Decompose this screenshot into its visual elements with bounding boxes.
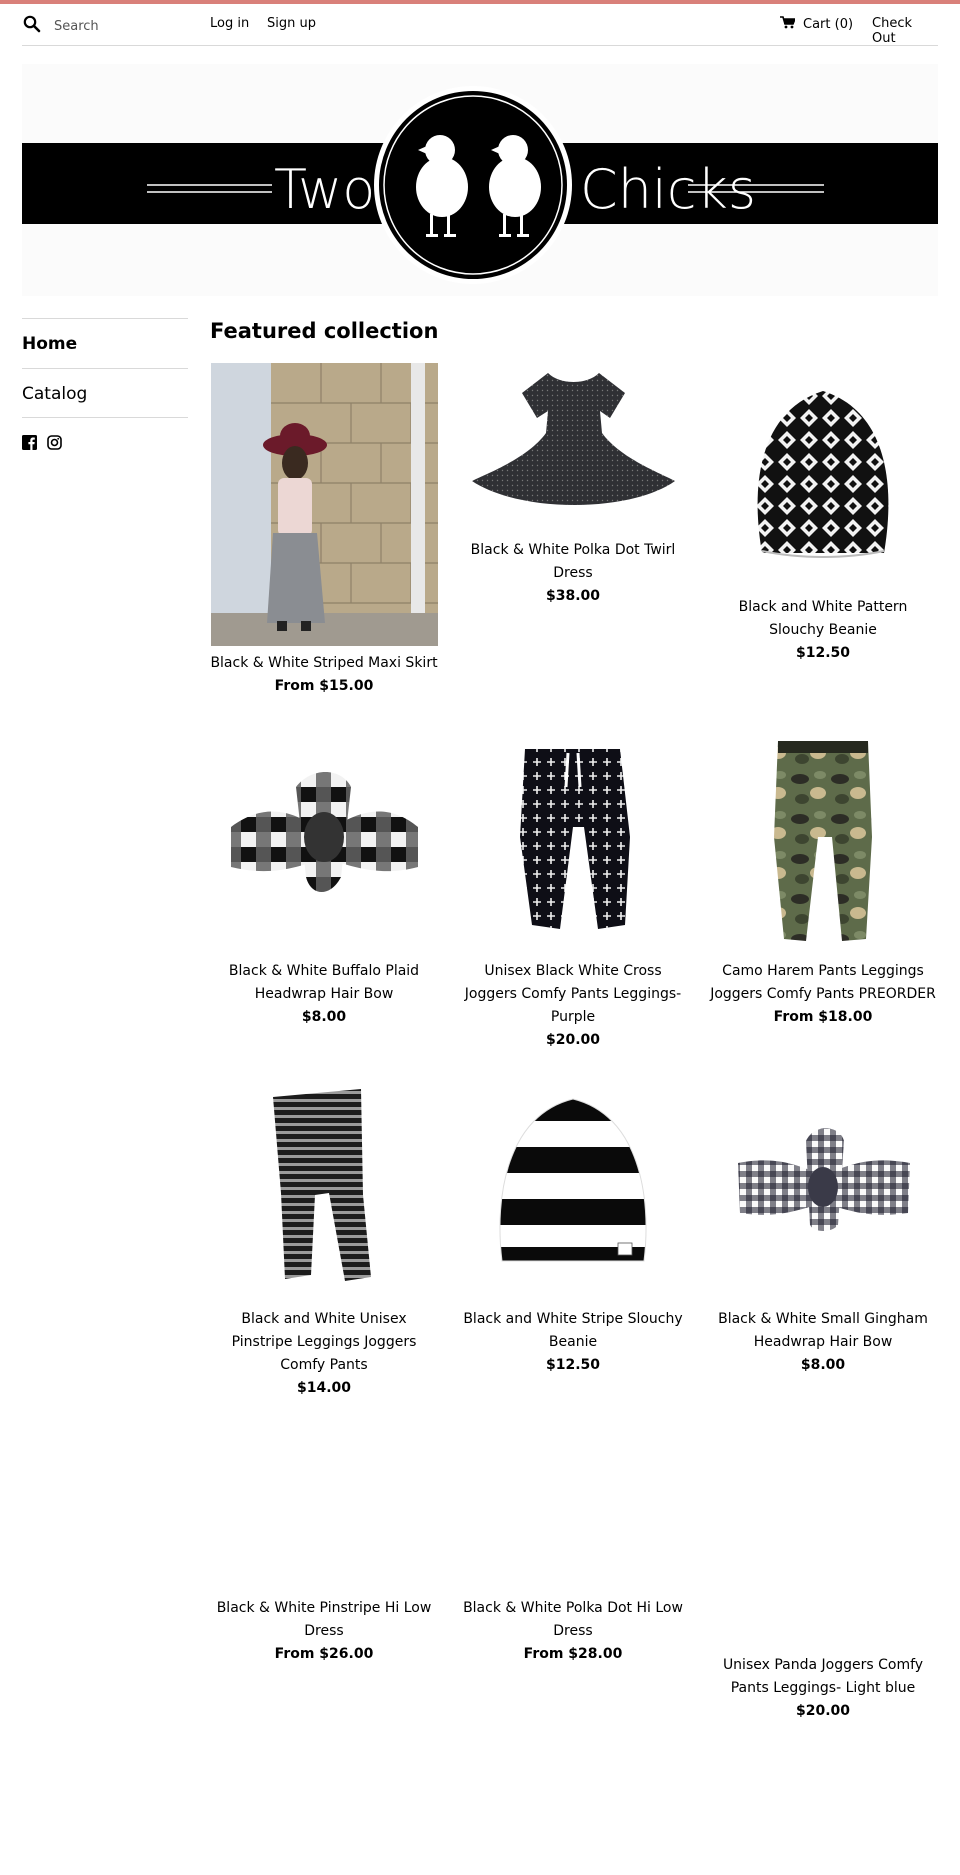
product-price: $20.00 [795, 1703, 851, 1719]
product-card[interactable] [709, 727, 937, 1029]
product-name: Black and White Pattern Slouchy Beanie [738, 599, 908, 638]
product-price: $20.00 [545, 1032, 601, 1048]
social-links [22, 435, 188, 450]
product-name: Black & White Small Gingham Headwrap Hair Bow [718, 1311, 928, 1350]
product-price: $8.00 [800, 1357, 846, 1373]
leggings-stripe-image [211, 1075, 438, 1302]
joggers-cross-image [460, 727, 687, 954]
instagram-icon[interactable] [47, 435, 62, 450]
product-name: Black and White Unisex Pinstripe Leggings Joggers Comfy Pants [231, 1311, 417, 1373]
product-card[interactable] [709, 1648, 937, 1723]
product-price: $14.00 [296, 1380, 352, 1396]
camo-pants-image [710, 727, 937, 954]
product-price: From $18.00 [773, 1009, 873, 1025]
product-price: $8.00 [301, 1009, 347, 1025]
product-card[interactable] [210, 1075, 438, 1400]
product-name: Black & White Buffalo Plaid Headwrap Hair Bow [228, 963, 420, 1002]
logo-word-left: Two [274, 158, 376, 221]
product-card[interactable] [210, 363, 438, 698]
sidebar-item-home[interactable]: Home [22, 318, 188, 368]
store-logo[interactable] [22, 64, 938, 296]
dress-image [460, 363, 687, 533]
search-input[interactable] [54, 19, 194, 34]
product-name: Black & White Polka Dot Hi Low Dress [463, 1600, 683, 1639]
skirt-photo-image [211, 363, 438, 646]
search-icon[interactable] [22, 14, 42, 38]
product-price: From $15.00 [274, 678, 374, 694]
product-price: $12.50 [795, 645, 851, 661]
product-card[interactable] [210, 727, 438, 1029]
checkout-link[interactable]: Check Out [872, 16, 912, 46]
product-card[interactable] [459, 363, 687, 608]
signup-link[interactable]: Sign up [267, 16, 316, 31]
beanie-stripe-image [460, 1075, 687, 1302]
product-card[interactable] [459, 1591, 687, 1666]
product-card[interactable] [709, 363, 937, 665]
product-name: Unisex Black White Cross Joggers Comfy Pants Leggings- Purple [464, 963, 682, 1025]
logo-emblem [22, 64, 938, 296]
product-price: $12.50 [545, 1357, 601, 1373]
facebook-icon[interactable] [22, 435, 37, 450]
product-name: Black & White Striped Maxi Skirt [210, 655, 438, 671]
product-name: Camo Harem Pants Leggings Joggers Comfy Pants PREORDER [710, 963, 936, 1002]
product-price: From $28.00 [523, 1646, 623, 1662]
product-name: Unisex Panda Joggers Comfy Pants Leggings- Light blue [722, 1657, 924, 1696]
section-title: Featured collection [210, 319, 439, 343]
cart-link[interactable] [780, 16, 853, 33]
beanie-pattern-image [710, 363, 937, 590]
product-price: $38.00 [545, 588, 601, 604]
top-bar [22, 4, 938, 46]
headwrap-plaid-image [211, 727, 438, 954]
product-name: Black & White Polka Dot Twirl Dress [470, 542, 676, 581]
product-name: Black & White Pinstripe Hi Low Dress [216, 1600, 432, 1639]
product-price: From $26.00 [274, 1646, 374, 1662]
cart-label: Cart (0) [803, 17, 854, 32]
logo-word-right: Chicks [580, 158, 757, 221]
sidebar-item-catalog[interactable]: Catalog [22, 368, 188, 418]
product-card[interactable] [459, 1075, 687, 1377]
product-name: Black and White Stripe Slouchy Beanie [463, 1311, 683, 1350]
product-card[interactable] [210, 1591, 438, 1666]
search-form [22, 14, 194, 38]
product-card[interactable] [459, 727, 687, 1052]
product-card[interactable] [709, 1075, 937, 1377]
login-link[interactable]: Log in [210, 16, 250, 31]
sidebar-nav [22, 318, 188, 450]
headwrap-gingham-image [710, 1075, 937, 1302]
cart-icon [780, 16, 803, 33]
